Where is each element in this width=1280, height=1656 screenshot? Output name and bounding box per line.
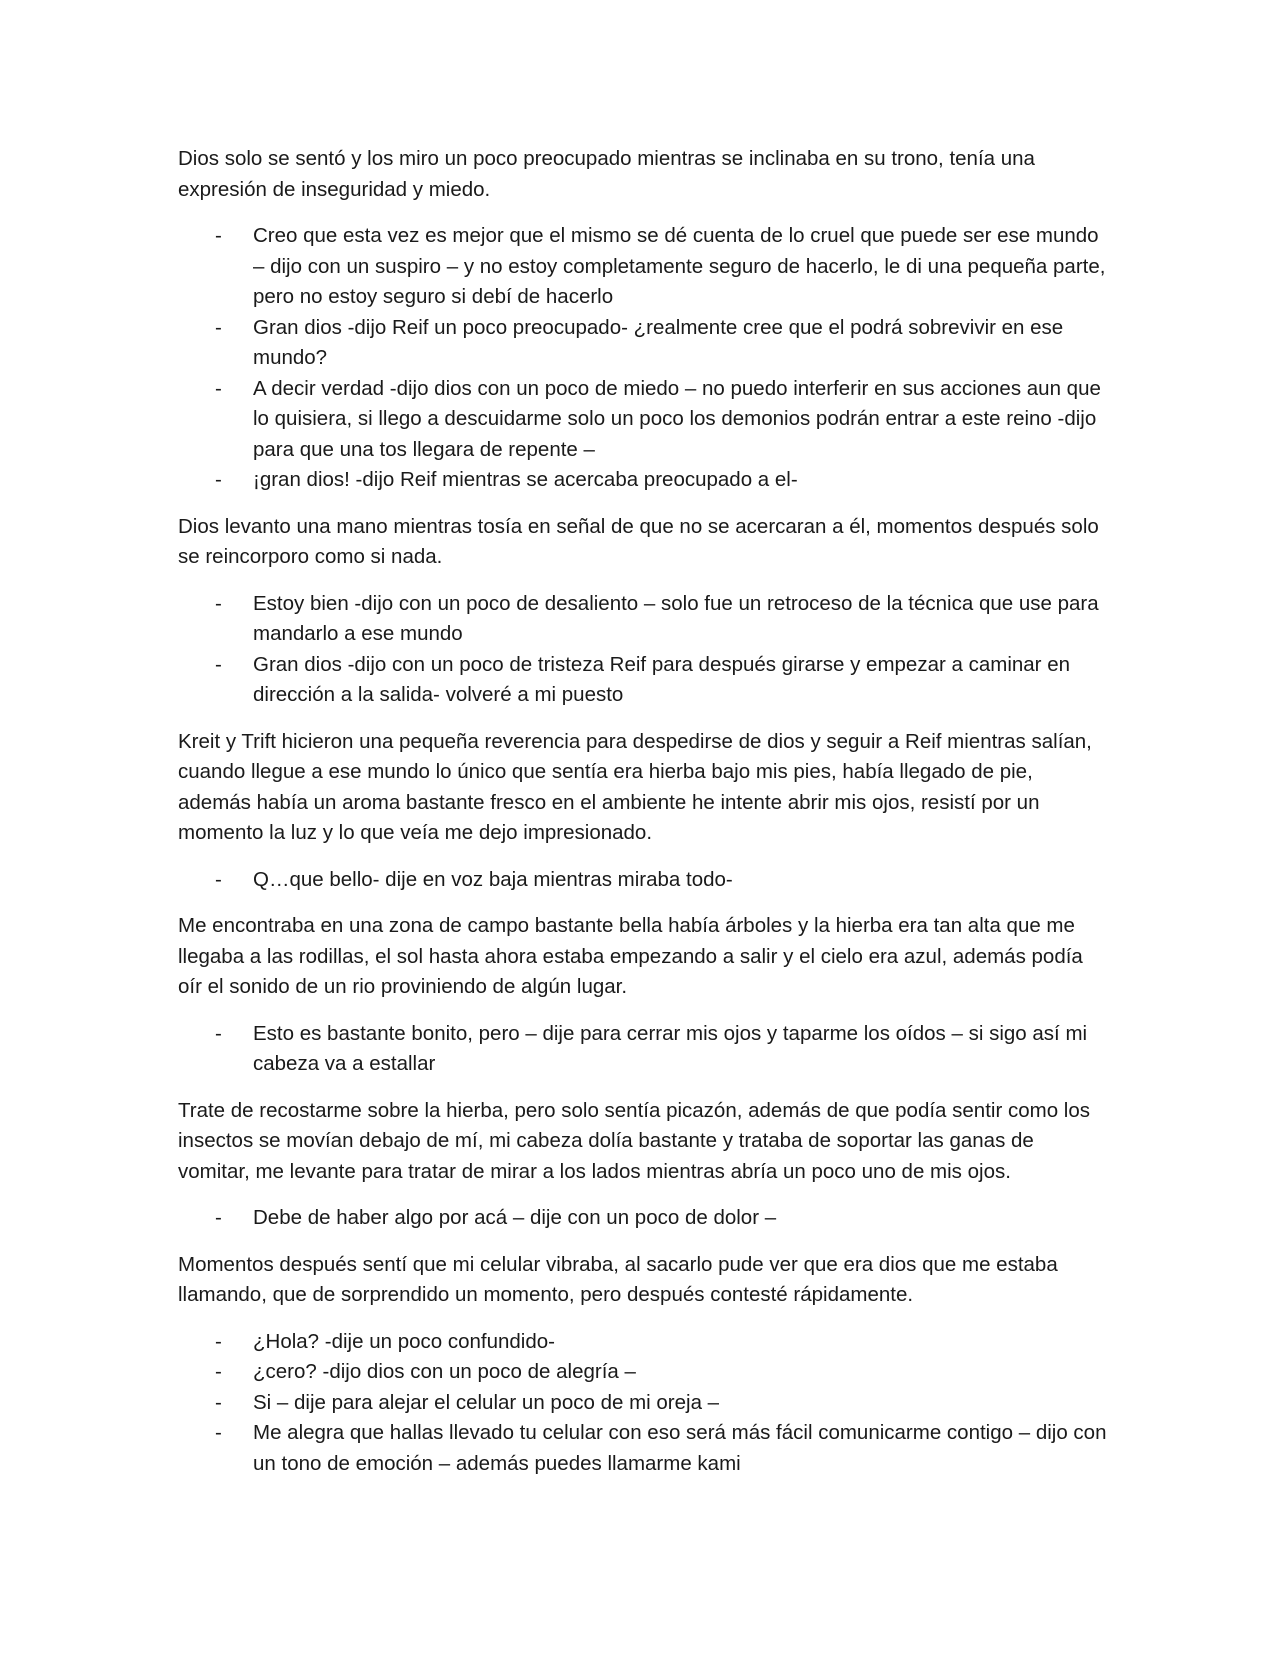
dash-bullet: - (215, 315, 222, 339)
dialogue-text: ¿cero? -dijo dios con un poco de alegría – (253, 1360, 636, 1383)
paragraph: Kreit y Trift hicieron una pequeña reverencia para despedirse de dios y seguir a Reif mientras salían, cuando llegue a ese mundo lo único que sentía era hierba bajo mis pies, había llegado de pie, además había un aroma bastante fresco en el ambiente he intente abrir mis ojos, resistí por un momento la luz y lo que veía me dejo impresionado. (178, 729, 1092, 844)
dialogue-list (178, 1327, 1108, 1480)
dash-bullet: - (215, 224, 222, 247)
dialogue-line (178, 650, 1108, 711)
dash-bullet: - (215, 1206, 222, 1229)
dialogue-text: Creo que esta vez es mejor que el mismo se dé cuenta de lo cruel que puede ser ese mundo – dijo con un suspiro – y no estoy completamente seguro de hacerlo, le di una pequeña parte, pero no estoy seguro si debí de hacerlo (253, 224, 1106, 308)
dash-bullet: - (215, 652, 222, 676)
dialogue-line (178, 1357, 1108, 1388)
dash-bullet: - (215, 1360, 222, 1383)
dialogue-line (178, 1418, 1108, 1479)
dialogue-text: Q…que bello- dije en voz baja mientras miraba todo- (253, 867, 733, 891)
dash-bullet: - (215, 1421, 222, 1444)
dialogue-line (178, 374, 1108, 466)
dialogue-text: Si – dije para alejar el celular un poco de mi oreja – (253, 1390, 720, 1414)
paragraph: Momentos después sentí que mi celular vibraba, al sacarlo pude ver que era dios que me estaba llamando, que de sorprendido un momento, pero después contesté rápidamente. (178, 1252, 1058, 1306)
paragraph: Trate de recostarme sobre la hierba, pero solo sentía picazón, además de que podía sentir como los insectos se movían debajo de mí, mi cabeza dolía bastante y trataba de soportar las ganas de vomitar, me levante para tratar de mirar a los lados mientras abría un poco uno de mis ojos. (178, 1098, 1090, 1183)
dialogue-text: Esto es bastante bonito, pero – dije para cerrar mis ojos y taparme los oídos – si sigo así mi cabeza va a estallar (253, 1021, 1088, 1075)
dialogue-line (178, 221, 1108, 313)
dialogue-line (178, 1203, 1108, 1234)
dash-bullet: - (215, 867, 222, 891)
dialogue-text: A decir verdad -dijo dios con un poco de miedo – no puedo interferir en sus acciones aun que lo quisiera, si llego a descuidarme solo un poco los demonios podrán entrar a este reino -dijo para que una tos llegara de repente – (253, 376, 1101, 461)
dialogue-line (178, 1327, 1108, 1358)
dialogue-text: Gran dios -dijo Reif un poco preocupado- ¿realmente cree que el podrá sobrevivir en ese mundo? (253, 315, 1064, 369)
dialogue-text: ¿Hola? -dije un poco confundido- (253, 1329, 555, 1353)
dialogue-list (178, 1203, 1108, 1234)
dialogue-list (178, 589, 1108, 711)
dialogue-line (178, 313, 1108, 374)
dialogue-text: Gran dios -dijo con un poco de tristeza Reif para después girarse y empezar a caminar en dirección a la salida- volveré a mi puesto (253, 652, 1071, 706)
dialogue-line (178, 1019, 1108, 1080)
dialogue-list (178, 1019, 1108, 1080)
document-body (178, 144, 1108, 1495)
paragraph: Dios levanto una mano mientras tosía en señal de que no se acercaran a él, momentos después solo se reincorporo como si nada. (178, 514, 1099, 568)
dialogue-list (178, 865, 1108, 896)
dialogue-text: Me alegra que hallas llevado tu celular con eso será más fácil comunicarme contigo – dijo con un tono de emoción – además puedes llamarme kami (253, 1421, 1107, 1475)
paragraph: Dios solo se sentó y los miro un poco preocupado mientras se inclinaba en su trono, tenía una expresión de inseguridad y miedo. (178, 147, 1035, 201)
paragraph: Me encontraba en una zona de campo bastante bella había árboles y la hierba era tan alta que me llegaba a las rodillas, el sol hasta ahora estaba empezando a salir y el cielo era azul, además podía oír el sonido de un rio proviniendo de algún lugar. (178, 914, 1083, 998)
dialogue-line (178, 589, 1108, 650)
dialogue-line (178, 1388, 1108, 1419)
dialogue-line (178, 865, 1108, 896)
dash-bullet: - (215, 1329, 222, 1353)
dialogue-line (178, 465, 1108, 496)
dash-bullet: - (215, 376, 222, 400)
dash-bullet: - (215, 468, 222, 491)
dash-bullet: - (215, 1021, 222, 1045)
dialogue-text: ¡gran dios! -dijo Reif mientras se acercaba preocupado a el- (253, 468, 798, 491)
dialogue-list (178, 221, 1108, 496)
dash-bullet: - (215, 591, 222, 615)
dialogue-text: Debe de haber algo por acá – dije con un poco de dolor – (253, 1206, 777, 1229)
dash-bullet: - (215, 1390, 222, 1414)
dialogue-text: Estoy bien -dijo con un poco de desaliento – solo fue un retroceso de la técnica que use para mandarlo a ese mundo (253, 591, 1099, 645)
